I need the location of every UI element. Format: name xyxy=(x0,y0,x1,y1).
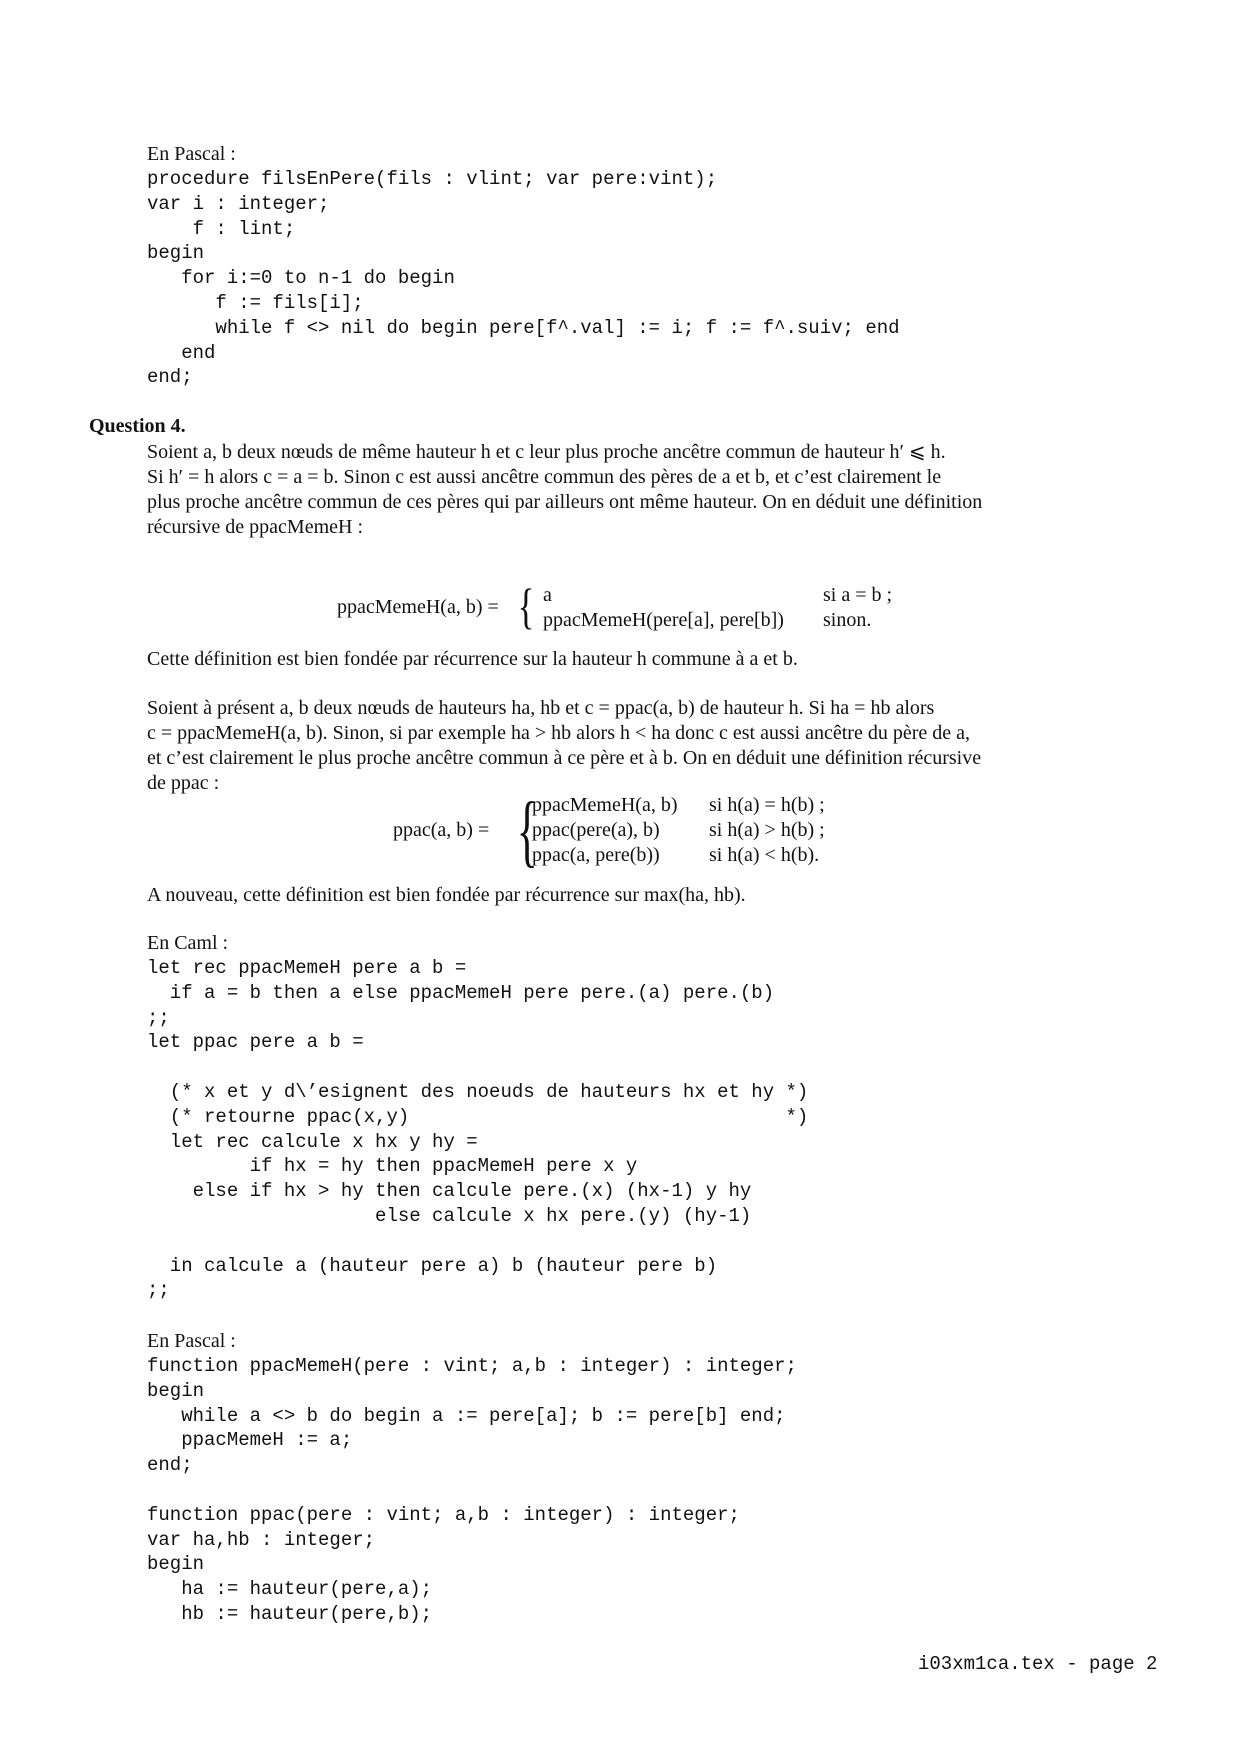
eq2-case2-expr: ppac(pere(a), b) xyxy=(532,819,660,841)
code-line: else if hx > hy then calcule pere.(x) (hx-1) y hy xyxy=(147,1180,752,1203)
eq2-case1-cond: si h(a) = h(b) ; xyxy=(709,794,825,816)
code-line: if a = b then a else ppacMemeH pere pere.(a) pere.(b) xyxy=(147,981,775,1004)
eq2-brace: { xyxy=(516,787,538,875)
para3-line-4: de ppac : xyxy=(147,772,220,794)
para1-line-2: Si h′ = h alors c = a = b. Sinon c est aussi ancêtre commun des pères de a et b, et c’est clairement le xyxy=(147,466,942,488)
code-line: let ppac pere a b = xyxy=(147,1031,364,1054)
pascal-heading-2: En Pascal : xyxy=(147,1330,236,1352)
code-line: f : lint; xyxy=(147,217,296,240)
caml-heading: En Caml : xyxy=(147,932,229,954)
code-line: begin xyxy=(147,1379,205,1402)
page-footer: i03xm1ca.tex - page 2 xyxy=(918,1653,1158,1675)
code-line: end; xyxy=(147,1454,193,1477)
code-line: while a <> b do begin a := pere[a]; b := pere[b] end; xyxy=(147,1404,786,1427)
code-line: var ha,hb : integer; xyxy=(147,1528,376,1551)
code-line: hb := hauteur(pere,b); xyxy=(147,1603,433,1625)
eq1-brace: { xyxy=(517,578,535,634)
para1-line-3: plus proche ancêtre commun de ces pères qui par ailleurs ont même hauteur. On en déduit une définition xyxy=(147,491,983,513)
code-line: function ppacMemeH(pere : vint; a,b : integer) : integer; xyxy=(147,1355,797,1377)
code-line: else calcule x hx pere.(y) (hy-1) xyxy=(147,1205,752,1227)
eq2-lhs: ppac(a, b) = xyxy=(393,819,490,841)
code-line: procedure filsEnPere(fils : vlint; var pere:vint); xyxy=(147,168,718,190)
para3-line-2: c = ppacMemeH(a, b). Sinon, si par exemple ha > hb alors h < ha donc c est aussi ancêtre du père de a, xyxy=(147,722,970,744)
code-line: f := fils[i]; xyxy=(147,292,364,314)
code-line: (* retourne ppac(x,y) *) xyxy=(147,1105,809,1128)
code-line: ha := hauteur(pere,a); xyxy=(147,1578,433,1601)
code-line: end xyxy=(147,341,216,364)
eq2-case3-cond: si h(a) < h(b). xyxy=(709,844,820,866)
code-line: (* x et y d\’esignent des noeuds de hauteurs hx et hy *) xyxy=(147,1081,809,1103)
code-line: ;; xyxy=(147,1279,170,1302)
eq1-case2-expr: ppacMemeH(pere[a], pere[b]) xyxy=(543,609,784,631)
eq1-case2-cond: sinon. xyxy=(823,609,872,631)
code-line: begin xyxy=(147,242,205,265)
question-label: Question 4. xyxy=(89,415,186,437)
pascal-heading-1: En Pascal : xyxy=(147,143,236,165)
para1-line-1: Soient a, b deux nœuds de même hauteur h et c leur plus proche ancêtre commun de hauteur h′ ⩽ h. xyxy=(147,441,946,463)
code-line: ;; xyxy=(147,1006,170,1029)
code-line: for i:=0 to n-1 do begin xyxy=(147,267,455,290)
code-line: begin xyxy=(147,1553,205,1576)
question-para-3 xyxy=(147,696,1094,796)
question-para-1 xyxy=(147,440,1094,540)
code-line: if hx = hy then ppacMemeH pere x y xyxy=(147,1155,638,1178)
eq1-case1-expr: a xyxy=(543,584,552,606)
code-line: function ppac(pere : vint; a,b : integer) : integer; xyxy=(147,1503,740,1526)
question-para-4: A nouveau, cette définition est bien fondée par récurrence sur max(ha, hb). xyxy=(147,884,746,906)
question-para-2: Cette définition est bien fondée par récurrence sur la hauteur h commune à a et b. xyxy=(147,648,798,670)
code-line: var i : integer; xyxy=(147,192,330,215)
para1-line-4: récursive de ppacMemeH : xyxy=(147,516,364,538)
eq2-case3-expr: ppac(a, pere(b)) xyxy=(532,844,660,866)
para3-line-1: Soient à présent a, b deux nœuds de hauteurs ha, hb et c = ppac(a, b) de hauteur h. Si ha = hb alors xyxy=(147,697,935,719)
code-line: ppacMemeH := a; xyxy=(147,1429,353,1452)
code-line: in calcule a (hauteur pere a) b (hauteur pere b) xyxy=(147,1254,718,1277)
code-line: end; xyxy=(147,366,193,389)
code-line: while f <> nil do begin pere[f^.val] := i; f := f^.suiv; end xyxy=(147,316,900,339)
eq1-case1-cond: si a = b ; xyxy=(823,584,893,606)
eq2-case2-cond: si h(a) > h(b) ; xyxy=(709,819,825,841)
eq1-lhs: ppacMemeH(a, b) = xyxy=(337,596,499,618)
eq2-case1-expr: ppacMemeH(a, b) xyxy=(532,794,678,816)
code-line: let rec ppacMemeH pere a b = xyxy=(147,957,467,979)
para3-line-3: et c’est clairement le plus proche ancêtre commun à ce père et à b. On en déduit une définition récursive xyxy=(147,747,982,769)
code-line: let rec calcule x hx y hy = xyxy=(147,1130,478,1153)
